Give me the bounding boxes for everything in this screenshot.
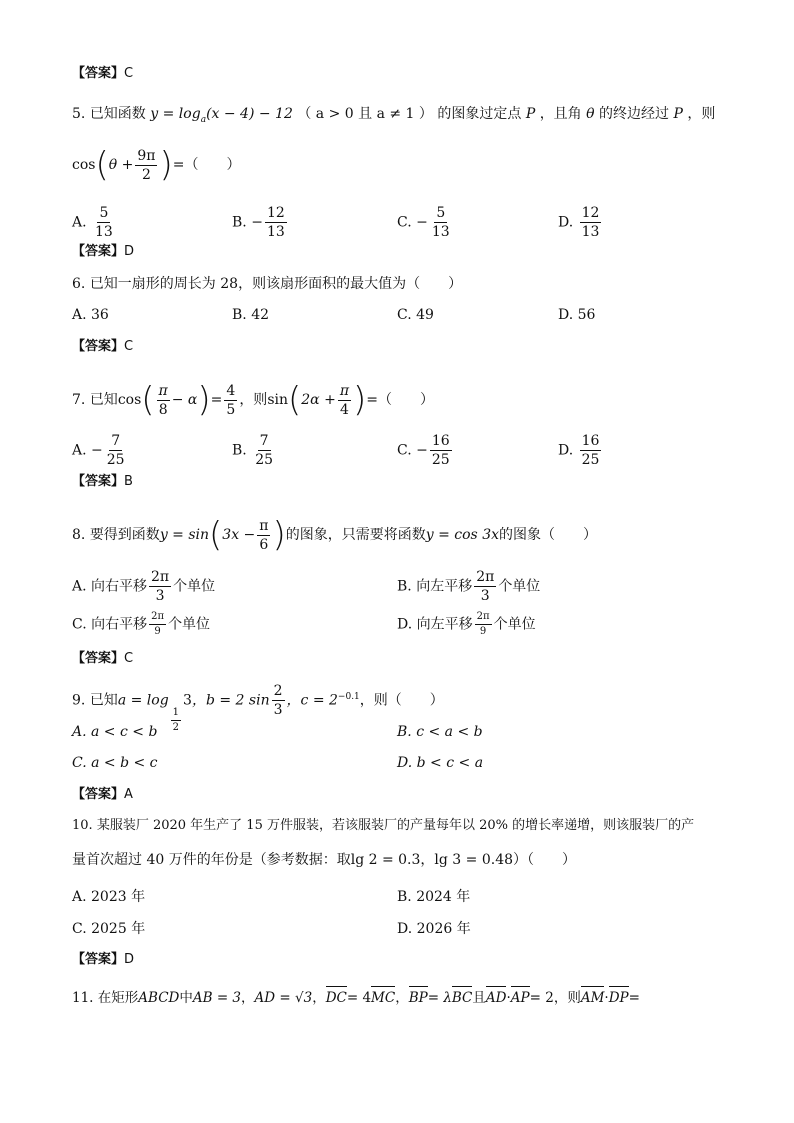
q5-point: P [673,106,683,122]
denominator: 2 [141,166,151,183]
numerator: π [339,382,350,399]
answer-value: A [124,787,133,802]
fraction [580,434,602,467]
option-label: A. [72,578,87,595]
answer-q5 [72,242,134,262]
answer-value: D [124,952,135,967]
vector-ap: AP [510,990,530,1006]
q5-text: ，则 [687,106,716,122]
q5-theta: θ [108,157,118,173]
log-base-fraction [171,708,181,733]
fraction [475,612,492,637]
q5-text: 的终边经过 [599,106,670,122]
q8-text: 的图象，只需要将函数 [285,527,426,543]
right-paren: ) [197,380,211,420]
numerator: 7 [111,433,121,449]
answer-q10 [72,950,134,970]
numerator: π [158,382,168,399]
denominator: 25 [255,452,274,468]
denominator: 9 [479,626,487,637]
denominator: 8 [158,401,168,418]
numerator: 12 [581,205,600,221]
q9-c-expr: ，c = 2 [286,692,338,709]
vector-ad: AD [485,990,507,1006]
q11-text: 在矩形 [97,990,139,1006]
answer-q6 [72,337,133,357]
option-label: A. [72,214,87,231]
numerator: 2π [149,612,166,625]
q10-tail: ）（ ） [513,852,577,868]
option-text: 向左平移 [416,578,473,595]
answer-label: 【答案】 [72,651,125,666]
q6-option-b[interactable]: B. 42 [232,307,270,323]
fraction [135,149,157,182]
q10-text: 量首次超过 40 万件的年份是（参考数据：取 [72,852,351,868]
option-text: 个单位 [173,578,216,595]
numerator: π [259,517,269,534]
denominator: 25 [581,452,600,468]
q9-log-arg: 3 [183,692,192,709]
fraction [580,206,602,239]
comma: ， [395,990,409,1006]
vector-mc: MC [371,990,396,1006]
answer-value: D [124,244,135,259]
answer-label: 【答案】 [72,66,125,81]
numerator: 1 [171,708,181,721]
fraction [149,570,171,603]
fraction [430,434,452,467]
q8-arg: 3x − [222,527,256,543]
q10-option-c[interactable]: C. 2025 年 [72,921,146,937]
question-number: 7. [72,392,86,408]
q9-b-expr: ，b = 2 sin [191,692,270,709]
fraction [105,434,127,467]
q5-tail: =（ ） [172,157,241,173]
option-label: C. [72,616,87,633]
answer-label: 【答案】 [72,244,125,259]
answer-value: B [124,474,133,489]
left-paren: ( [141,380,155,420]
numerator: 2π [151,569,170,585]
option-sign: − [416,442,428,459]
q11-eq: = 4 [346,990,372,1006]
q8-option-b[interactable] [397,570,540,603]
option-label: B. [397,578,412,595]
fraction [257,519,270,552]
denominator: 25 [106,452,125,468]
q10-lg2: lg 2 = 0.3 [350,852,421,868]
denominator: 3 [273,702,283,718]
answer-value: C [124,339,134,354]
q8-function-2: y = cos 3x [425,527,499,543]
vector-bp: BP [408,990,428,1006]
fraction [149,612,166,637]
fraction [474,570,496,603]
answer-label: 【答案】 [72,787,125,802]
question-number: 10. [72,818,93,833]
q7-alpha: − α [171,392,198,408]
option-text: 个单位 [493,616,536,633]
right-paren: ) [353,380,367,420]
left-paren: ( [209,515,223,555]
dot: · [506,990,511,1006]
option-label: C. [397,214,412,231]
q8-option-a[interactable] [72,570,215,603]
q5-text: 已知函数 [89,106,146,122]
vector-dc: DC [325,990,347,1006]
numerator: 5 [436,205,446,221]
q8-option-d[interactable] [397,612,536,637]
fraction [224,384,237,417]
numerator: 7 [259,433,269,449]
q7-option-a[interactable] [72,434,129,467]
option-label: D. [558,214,574,231]
option-label: C. [397,442,412,459]
q5-theta: θ [586,106,595,122]
numerator: 16 [581,433,600,449]
denominator: 6 [259,536,269,553]
fraction [430,206,452,239]
fraction [157,384,170,417]
numerator: 12 [266,205,285,221]
q10-option-d[interactable]: D. 2026 年 [397,921,471,937]
q11-ad: AD = √3 [254,990,313,1006]
question-number: 8. [72,527,86,543]
answer-value: C [124,66,134,81]
q9-option-c[interactable]: C. a < b < c [72,755,158,771]
fraction [265,206,287,239]
fraction [338,384,351,417]
option-label: B. [232,442,247,459]
q9-text: 已知 [89,692,118,709]
q5-log-base: a [200,114,207,125]
denominator: 4 [339,401,349,418]
question-7 [72,380,435,420]
q10-lg3: lg 3 = 0.48 [434,852,514,868]
q7-tail: =（ ） [366,392,435,408]
answer-label: 【答案】 [72,952,125,967]
question-number: 9. [72,692,86,709]
numerator: 5 [99,205,109,221]
option-sign: − [251,214,263,231]
q9-option-b[interactable]: B. c < a < b [397,724,483,740]
option-sign: − [91,442,103,459]
numerator: 4 [226,382,236,399]
option-label: D. [397,616,413,633]
q7-sin: sin [267,392,288,408]
q6-option-c[interactable]: C. 49 [397,307,434,323]
question-10-line-2 [72,850,576,870]
denominator: 2 [172,721,180,733]
q10-option-a[interactable]: A. 2023 年 [72,889,146,905]
q5-cos: cos [72,157,96,173]
question-5-line-1 [72,104,715,130]
option-text: 向右平移 [91,578,148,595]
right-paren: ) [159,145,173,185]
answer-q9 [72,785,133,805]
question-number: 5. [72,106,86,122]
q9-option-a[interactable]: A. a < c < b [72,724,158,740]
numerator: 2π [475,612,492,625]
option-label: B. [232,214,247,231]
answer-label: 【答案】 [72,474,125,489]
q11-ab: AB = 3 [192,990,242,1006]
denominator: 9 [154,626,161,637]
denominator: 13 [581,224,600,240]
q5-point: P [525,106,536,122]
fraction [253,434,275,467]
answer-label: 【答案】 [72,339,125,354]
q10-text: 某服装厂 2020 年生产了 15 万件服装，若该服装厂的产量每年以 20% 的增长率递增，则该服装厂的产 [96,818,695,833]
numerator: 9π [137,147,156,164]
answer-q4 [72,64,133,84]
vector-am: AM [580,990,605,1006]
denominator: 13 [95,224,113,240]
q7-two-alpha: 2α + [301,392,336,408]
fraction [93,206,115,239]
q9-a-expr: a = log [117,692,169,709]
q8-text: 的图象（ ） [499,527,597,543]
vector-bc: BC [451,990,473,1006]
q11-text: 中 [179,990,193,1006]
q11-eq: = [628,990,640,1006]
numerator: 16 [431,433,450,449]
denominator: 13 [266,224,285,240]
comma: ， [241,990,255,1006]
option-text: 向左平移 [416,616,473,633]
q6-text: 已知一扇形的周长为 28，则该扇形面积的最大值为（ ） [89,276,463,292]
q5-option-d[interactable] [558,206,603,239]
left-paren: ( [288,380,302,420]
q10-sep: ， [420,852,435,868]
denominator: 5 [226,401,236,418]
q5-condition: （ a > 0 且 a ≠ 1 ） [297,106,433,122]
q10-option-b[interactable]: B. 2024 年 [397,889,471,905]
option-label: A. [72,442,87,459]
q7-option-c[interactable] [397,434,454,467]
vector-dp: DP [608,990,629,1006]
answer-value: C [124,651,134,666]
numerator: 2π [476,569,495,585]
q6-option-a[interactable]: A. 36 [72,307,109,323]
option-label: D. [558,442,574,459]
q11-rect: ABCD [138,990,180,1006]
q6-option-d[interactable]: D. 56 [558,307,596,323]
question-5-line-2: cos(θ + $\frac{9\pi}{2}$ )=（ ） [72,145,241,185]
option-text: 个单位 [168,616,211,633]
q7-cos: cos [117,392,142,408]
q8-option-c[interactable] [72,612,210,637]
answer-q8 [72,649,133,669]
q5-function: y = log [150,106,201,122]
fraction [272,684,285,717]
q5-text: 的图象过定点 [437,106,522,122]
q11-text: 且 [472,990,486,1006]
option-text: 个单位 [498,578,541,595]
question-11 [72,988,640,1008]
q11-eq: = 2 [529,990,554,1006]
q9-exponent: −0.1 [337,691,360,702]
q5-function-args: (x − 4) − 12 [206,106,293,122]
option-text: 向右平移 [91,616,148,633]
denominator: 13 [431,224,450,240]
answer-q7 [72,472,133,492]
dot: · [604,990,609,1006]
question-6 [72,274,462,294]
q5-option-b[interactable] [232,206,289,239]
q7-option-b[interactable] [232,434,277,467]
numerator: 2 [273,683,283,699]
question-8 [72,515,597,555]
q8-text: 要得到函数 [89,527,160,543]
denominator: 25 [431,452,450,468]
q11-text: ，则 [553,990,581,1006]
q9-tail: ，则（ ） [359,692,444,709]
question-10-line-1 [72,816,694,836]
q9-option-d[interactable]: D. b < c < a [397,755,484,771]
comma: ， [312,990,326,1006]
denominator: 3 [480,588,490,604]
q5-text: ，且角 [539,106,582,122]
question-number: 11. [72,990,94,1006]
q5-option-c[interactable] [397,206,454,239]
equals: = [210,392,223,408]
q5-option-a[interactable] [72,206,117,239]
q7-text: 已知 [89,392,118,408]
q11-eq-lambda: = λ [427,990,452,1006]
question-number: 6. [72,276,86,292]
q7-text: ，则 [239,392,268,408]
q7-option-d[interactable] [558,434,603,467]
option-sign: − [416,214,428,231]
right-paren: ) [272,515,286,555]
left-paren: ( [95,145,109,185]
q8-function: y = sin [159,527,210,543]
denominator: 3 [155,588,165,604]
